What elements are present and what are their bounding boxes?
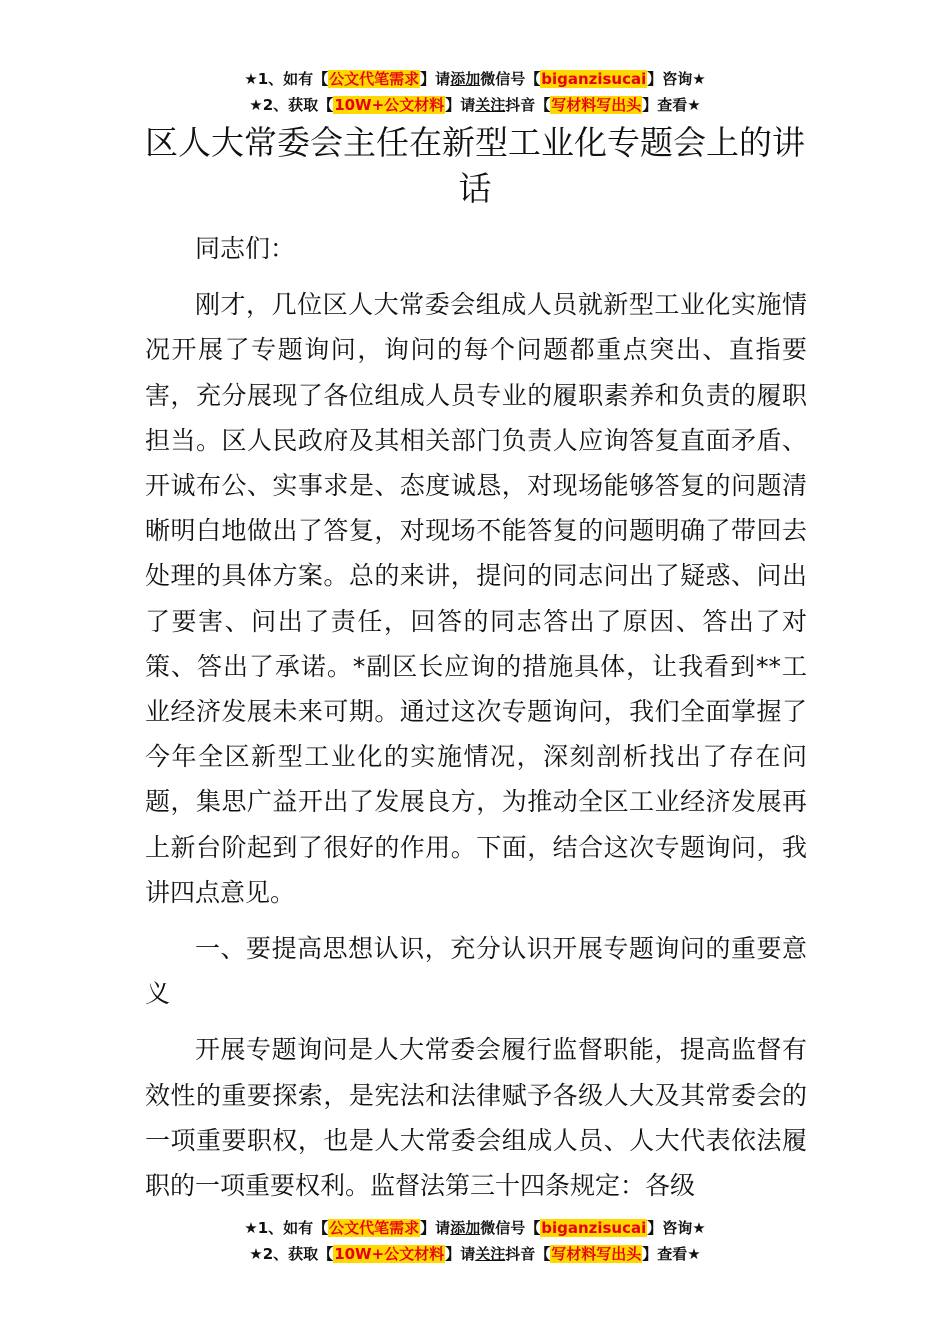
- banner-underline: 添加: [450, 1219, 481, 1237]
- banner-line-2: [0, 92, 950, 118]
- banner-text: 】查看★: [642, 1245, 701, 1263]
- footer-banner: [0, 1215, 950, 1267]
- paragraph: 刚才，几位区人大常委会组成人员就新型工业化实施情况开展了专题询问，询问的每个问题都重点突出、直指要害，充分展现了各位组成人员专业的履职素养和负责的履职担当。区人民政府及其相关部门负责人应询答复直面矛盾、开诚布公、实事求是、态度诚恳，对现场能够答复的问题清晰明白地做出了答复，对现场不能答复的问题明确了带回去处理的具体方案。总的来讲，提问的同志问出了疑惑、问出了要害、问出了责任，回答的同志答出了原因、答出了对策、答出了承诺。*副区长应询的措施具体，让我看到**工业经济发展未来可期。通过这次专题询问，我们全面掌握了今年全区新型工业化的实施情况，深刻剖析找出了存在问题，集思广益开出了发展良方，为推动全区工业经济发展再上新台阶起到了很好的作用。下面，结合这次专题询问，我讲四点意见。: [145, 290, 807, 907]
- banner-underline: 关注: [475, 1245, 506, 1263]
- banner-text: 】咨询★: [647, 1219, 706, 1237]
- banner-text: 】请: [445, 1245, 476, 1263]
- banner-text: 】咨询★: [647, 70, 706, 88]
- banner-highlight: biganzisucai: [541, 70, 647, 88]
- banner-text: 微信号【: [480, 70, 541, 88]
- banner-text: 】请: [445, 96, 476, 114]
- banner-underline: 关注: [475, 96, 506, 114]
- banner-highlight: 公文代笔需求: [329, 70, 420, 88]
- document-title: 区人大常委会主任在新型工业化专题会上的讲话: [145, 123, 805, 208]
- banner-text: ★2、获取【: [249, 96, 334, 114]
- header-banner: [0, 66, 950, 118]
- document-body: [145, 226, 807, 1208]
- banner-text: ★2、获取【: [249, 1245, 334, 1263]
- banner-line-2: [0, 1241, 950, 1267]
- banner-line-1: [0, 66, 950, 92]
- salutation: 同志们：: [195, 234, 296, 263]
- banner-highlight: biganzisucai: [541, 1219, 647, 1237]
- banner-highlight: 10W+公文材料: [334, 1245, 445, 1263]
- banner-highlight: 写材料写出头: [551, 96, 642, 114]
- section-heading: 一、要提高思想认识，充分认识开展专题询问的重要意义: [145, 934, 807, 1009]
- banner-text: 抖音【: [505, 1245, 551, 1263]
- banner-text: 抖音【: [505, 96, 551, 114]
- banner-text: ★1、如有【: [244, 1219, 329, 1237]
- banner-highlight: 10W+公文材料: [334, 96, 445, 114]
- banner-highlight: 写材料写出头: [551, 1245, 642, 1263]
- banner-text: 】请: [420, 1219, 451, 1237]
- banner-underline: 添加: [450, 70, 481, 88]
- banner-text: 微信号【: [480, 1219, 541, 1237]
- banner-highlight: 公文代笔需求: [329, 1219, 420, 1237]
- banner-text: ★1、如有【: [244, 70, 329, 88]
- banner-text: 】查看★: [642, 96, 701, 114]
- banner-line-1: [0, 1215, 950, 1241]
- banner-text: 】请: [420, 70, 451, 88]
- paragraph: 开展专题询问是人大常委会履行监督职能，提高监督有效性的重要探索，是宪法和法律赋予各级人大及其常委会的一项重要职权，也是人大常委会组成人员、人大代表依法履职的一项重要权利。监督法第三十四条规定：各级: [145, 1035, 807, 1201]
